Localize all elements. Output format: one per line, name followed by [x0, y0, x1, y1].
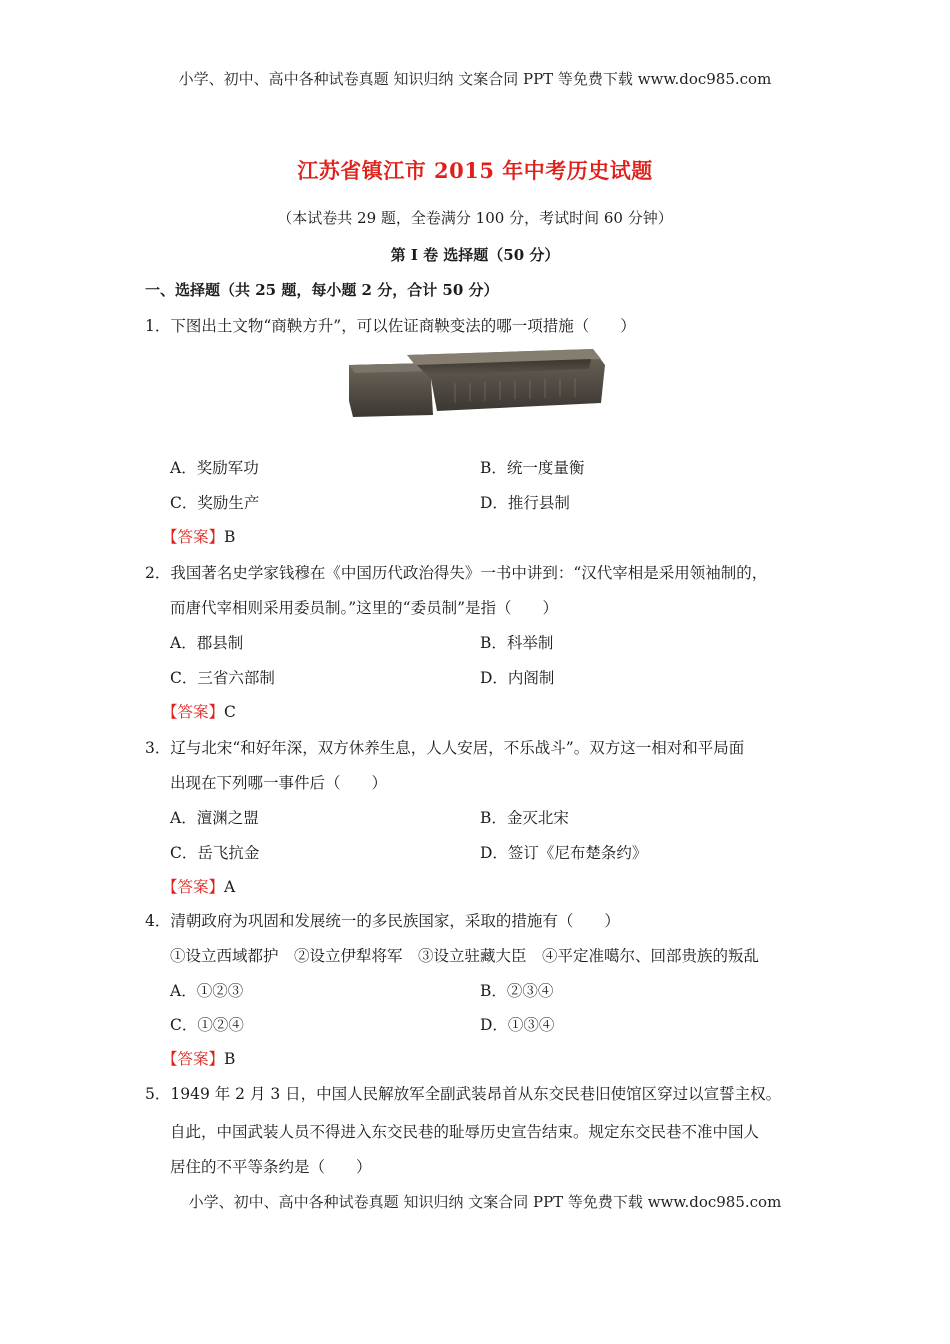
answer-label: 【答案】	[162, 528, 225, 546]
question-1-option-a: A．奖励军功	[170, 459, 259, 477]
page-header: 小学、初中、高中各种试卷真题 知识归纳 文案合同 PPT 等免费下载 www.doc985.com	[178, 70, 772, 88]
question-1-stem: 1．下图出土文物“商鞅方升”，可以佐证商鞅变法的哪一项措施（ ）	[145, 317, 636, 335]
question-3-option-a: A．澶渊之盟	[170, 809, 259, 827]
question-4-option-d: D．①③④	[480, 1016, 555, 1034]
question-5-stem: 5．1949 年 2 月 3 日，中国人民解放军全副武装昂首从东交民巷旧使馆区穿过以宣誓主权。	[145, 1085, 782, 1103]
question-1-answer	[162, 525, 235, 547]
part-heading: 第 I 卷 选择题（50 分）	[390, 246, 560, 264]
question-2-option-c: C．三省六部制	[170, 669, 275, 687]
question-4-option-a: A．①②③	[170, 982, 244, 1000]
question-4-answer	[162, 1047, 235, 1069]
exam-title: 江苏省镇江市 2015 年中考历史试题	[297, 158, 653, 183]
question-4-stem: 4．清朝政府为巩固和发展统一的多民族国家，采取的措施有（ ）	[145, 912, 620, 930]
question-3-stem-cont: 出现在下列哪一事件后（ ）	[170, 774, 388, 792]
question-4-option-c: C．①②④	[170, 1016, 244, 1034]
question-1-option-c: C．奖励生产	[170, 494, 260, 512]
question-3-option-d: D．签订《尼布楚条约》	[480, 844, 648, 862]
question-3-answer	[162, 875, 235, 897]
page-footer: 小学、初中、高中各种试卷真题 知识归纳 文案合同 PPT 等免费下载 www.doc985.com	[188, 1193, 782, 1211]
answer-label: 【答案】	[162, 878, 225, 896]
question-3-option-b: B．金灭北宋	[480, 809, 569, 827]
question-2-stem: 2．我国著名史学家钱穆在《中国历代政治得失》一书中讲到：“汉代宰相是采用领袖制的，	[145, 564, 768, 582]
question-1-option-b: B．统一度量衡	[480, 459, 585, 477]
question-5-stem-cont-2: 居住的不平等条约是（ ）	[170, 1158, 372, 1176]
question-2-answer	[162, 700, 236, 722]
answer-value: C	[224, 703, 236, 721]
answer-label: 【答案】	[162, 1050, 225, 1068]
answer-value: B	[224, 528, 236, 546]
question-2-option-b: B．科举制	[480, 634, 554, 652]
question-3-option-c: C．岳飞抗金	[170, 844, 260, 862]
section-heading: 一、选择题（共 25 题，每小题 2 分，合计 50 分）	[145, 281, 499, 299]
shang-yang-fang-sheng-image	[345, 349, 607, 417]
question-2-option-a: A．郡县制	[170, 634, 244, 652]
question-1-option-d: D．推行县制	[480, 494, 570, 512]
answer-value: B	[224, 1050, 236, 1068]
question-4-option-b: B．②③④	[480, 982, 554, 1000]
question-2-option-d: D．内阁制	[480, 669, 555, 687]
exam-subtitle: （本试卷共 29 题，全卷满分 100 分，考试时间 60 分钟）	[277, 209, 673, 227]
question-2-stem-cont: 而唐代宰相则采用委员制。”这里的“委员制”是指（ ）	[170, 599, 559, 617]
answer-label: 【答案】	[162, 703, 225, 721]
question-5-stem-cont-1: 自此，中国武装人员不得进入东交民巷的耻辱历史宣告结束。规定东交民巷不准中国人	[170, 1123, 760, 1141]
question-3-stem: 3．辽与北宋“和好年深，双方休养生息，人人安居，不乐战斗”。双方这一相对和平局面	[145, 739, 745, 757]
answer-value: A	[224, 878, 236, 896]
question-4-items: ①设立西域都护 ②设立伊犁将军 ③设立驻藏大臣 ④平定准噶尔、回部贵族的叛乱	[170, 947, 760, 965]
